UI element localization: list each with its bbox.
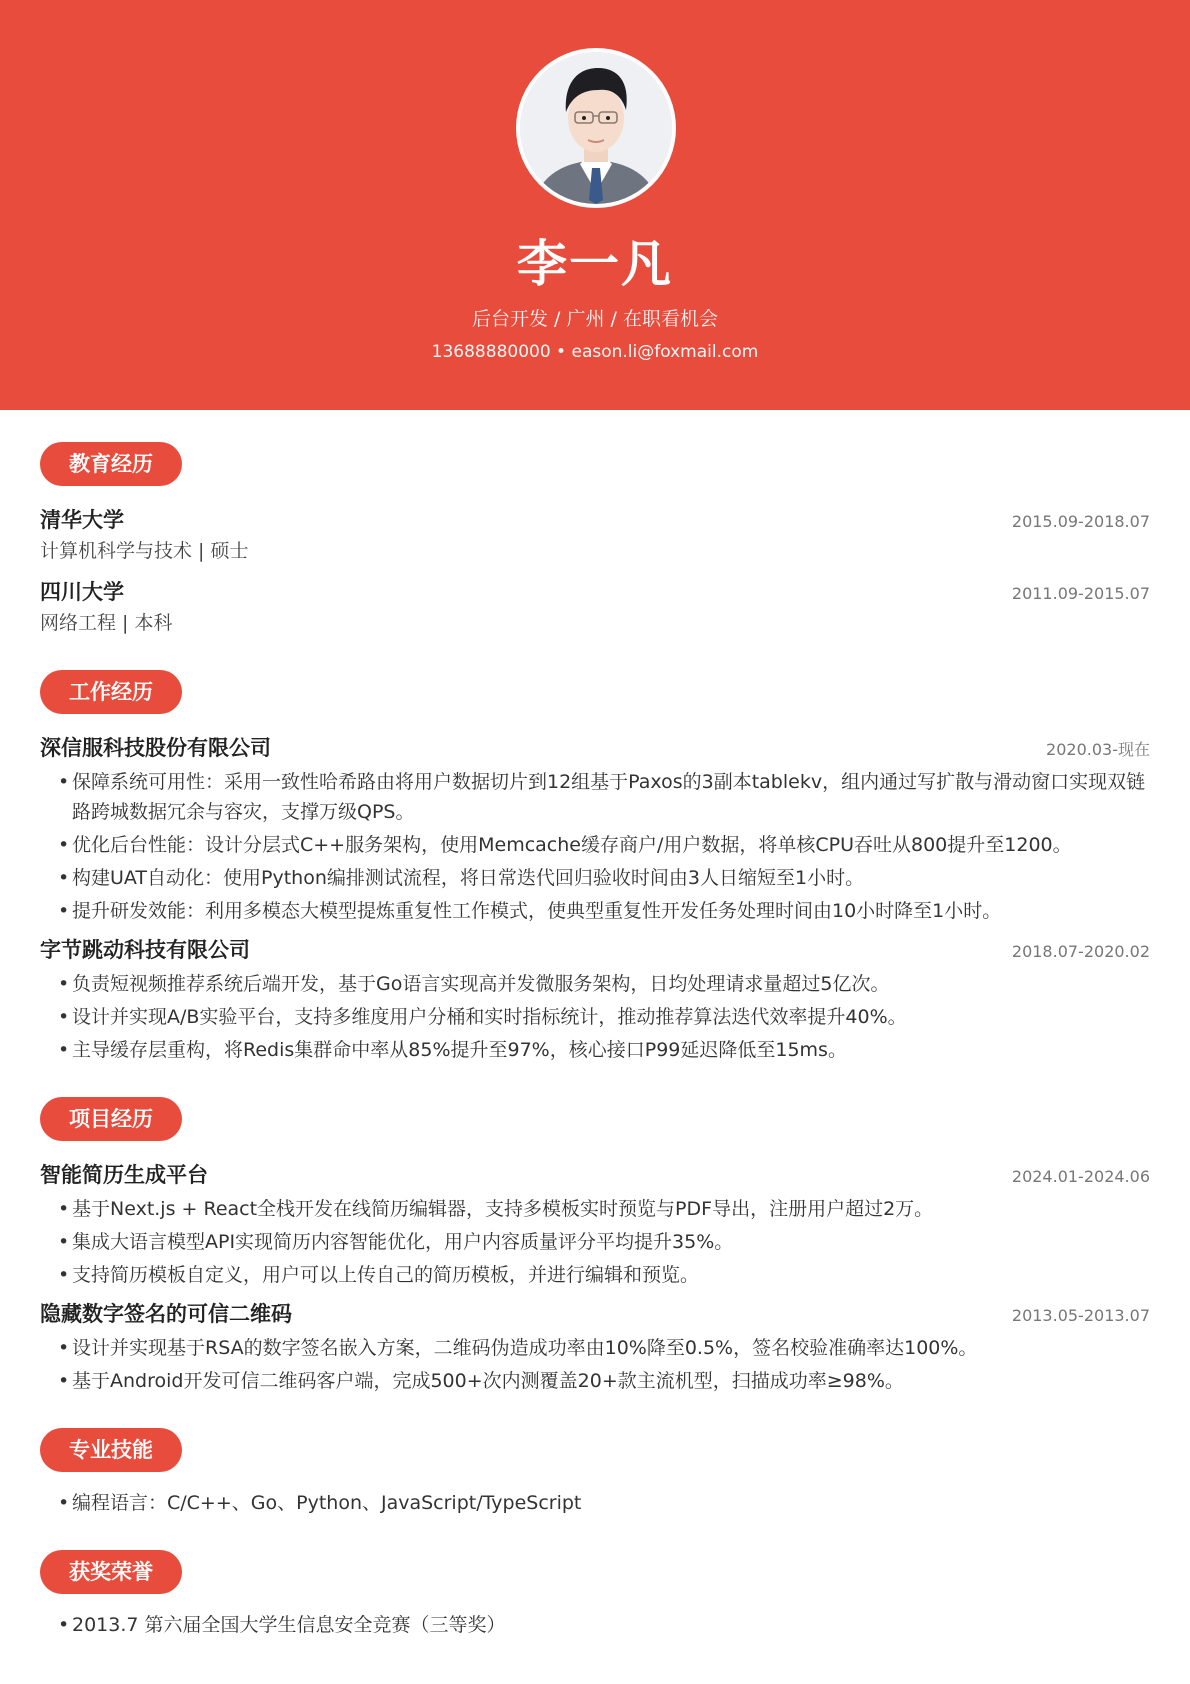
entry-date: 2018.07-2020.02 [1011,942,1150,961]
education-entry [40,576,1150,638]
entry-date: 2020.03-现在 [1046,740,1150,759]
section-title-projects: 项目经历 [40,1097,182,1141]
school-name: 清华大学 [40,508,124,532]
section-title-work: 工作经历 [40,670,182,714]
resume-header [0,0,1190,410]
bullet-list [40,969,1150,1065]
bullet-item: • 编程语言：C/C++、Go、Python、JavaScript/TypeScript [58,1488,1150,1518]
project-name: 隐藏数字签名的可信二维码 [40,1302,292,1326]
work-section [40,670,1150,1065]
work-entry [40,934,1150,1065]
bullet-item: • 设计并实现基于RSA的数字签名嵌入方案，二维码伪造成功率由10%降至0.5%，签名校验准确率达100%。 [58,1333,1150,1363]
avatar-portrait-icon [520,52,672,204]
entry-date: 2024.01-2024.06 [1011,1167,1150,1186]
bullet-list [40,1194,1150,1290]
project-name: 智能简历生成平台 [40,1163,208,1187]
bullet-item: • 2013.7 第六届全国大学生信息安全竞赛（三等奖） [58,1610,1150,1640]
entry-date: 2015.09-2018.07 [1011,512,1150,531]
education-section [40,442,1150,638]
section-title-skills: 专业技能 [40,1428,182,1472]
skills-section [40,1428,1150,1518]
resume-body [40,410,1150,1643]
bullet-item: • 主导缓存层重构，将Redis集群命中率从85%提升至97%，核心接口P99延迟降低至15ms。 [58,1035,1150,1065]
company-name: 字节跳动科技有限公司 [40,938,250,962]
bullet-list [40,767,1150,926]
bullet-item: • 集成大语言模型API实现简历内容智能优化，用户内容质量评分平均提升35%。 [58,1227,1150,1257]
bullet-item: • 负责短视频推荐系统后端开发，基于Go语言实现高并发微服务架构，日均处理请求量超过5亿次。 [58,969,1150,999]
bullet-item: • 支持简历模板自定义，用户可以上传自己的简历模板，并进行编辑和预览。 [58,1260,1150,1290]
awards-section [40,1550,1150,1640]
school-major: 计算机科学与技术 | 硕士 [40,540,249,562]
company-name: 深信服科技股份有限公司 [40,736,271,760]
school-major: 网络工程 | 本科 [40,612,173,634]
project-entry [40,1159,1150,1290]
bullet-item: • 基于Android开发可信二维码客户端，完成500+次内测覆盖20+款主流机型，扫描成功率≥98%。 [58,1366,1150,1396]
entry-date: 2013.05-2013.07 [1011,1306,1150,1325]
work-entry [40,732,1150,926]
bullet-item: • 基于Next.js + React全栈开发在线简历编辑器，支持多模板实时预览与PDF导出，注册用户超过2万。 [58,1194,1150,1224]
bullet-item: • 保障系统可用性：采用一致性哈希路由将用户数据切片到12组基于Paxos的3副本tablekv，组内通过写扩散与滑动窗口实现双链路跨城数据冗余与容灾，支撑万级QPS。 [58,767,1150,827]
education-entry [40,504,1150,566]
avatar-ring [516,48,676,208]
bullet-list [40,1610,1150,1640]
bullet-item: • 设计并实现A/B实验平台，支持多维度用户分桶和实时指标统计，推动推荐算法迭代效率提升40%。 [58,1002,1150,1032]
candidate-name: 李一凡 [517,235,673,293]
project-entry [40,1298,1150,1396]
section-title-awards: 获奖荣誉 [40,1550,182,1594]
projects-section [40,1097,1150,1396]
bullet-item: • 构建UAT自动化：使用Python编排测试流程，将日常迭代回归验收时间由3人日缩短至1小时。 [58,863,1150,893]
candidate-subtitle: 后台开发 / 广州 / 在职看机会 [472,308,718,330]
school-name: 四川大学 [40,580,124,604]
candidate-contact: 13688880000 • eason.li@foxmail.com [431,342,759,362]
section-title-education: 教育经历 [40,442,182,486]
bullet-item: • 优化后台性能：设计分层式C++服务架构，使用Memcache缓存商户/用户数据，将单核CPU吞吐从800提升至1200。 [58,830,1150,860]
avatar [520,52,672,204]
bullet-list [40,1488,1150,1518]
bullet-list [40,1333,1150,1396]
bullet-item: • 提升研发效能：利用多模态大模型提炼重复性工作模式，使典型重复性开发任务处理时间由10小时降至1小时。 [58,896,1150,926]
entry-date: 2011.09-2015.07 [1011,584,1150,603]
